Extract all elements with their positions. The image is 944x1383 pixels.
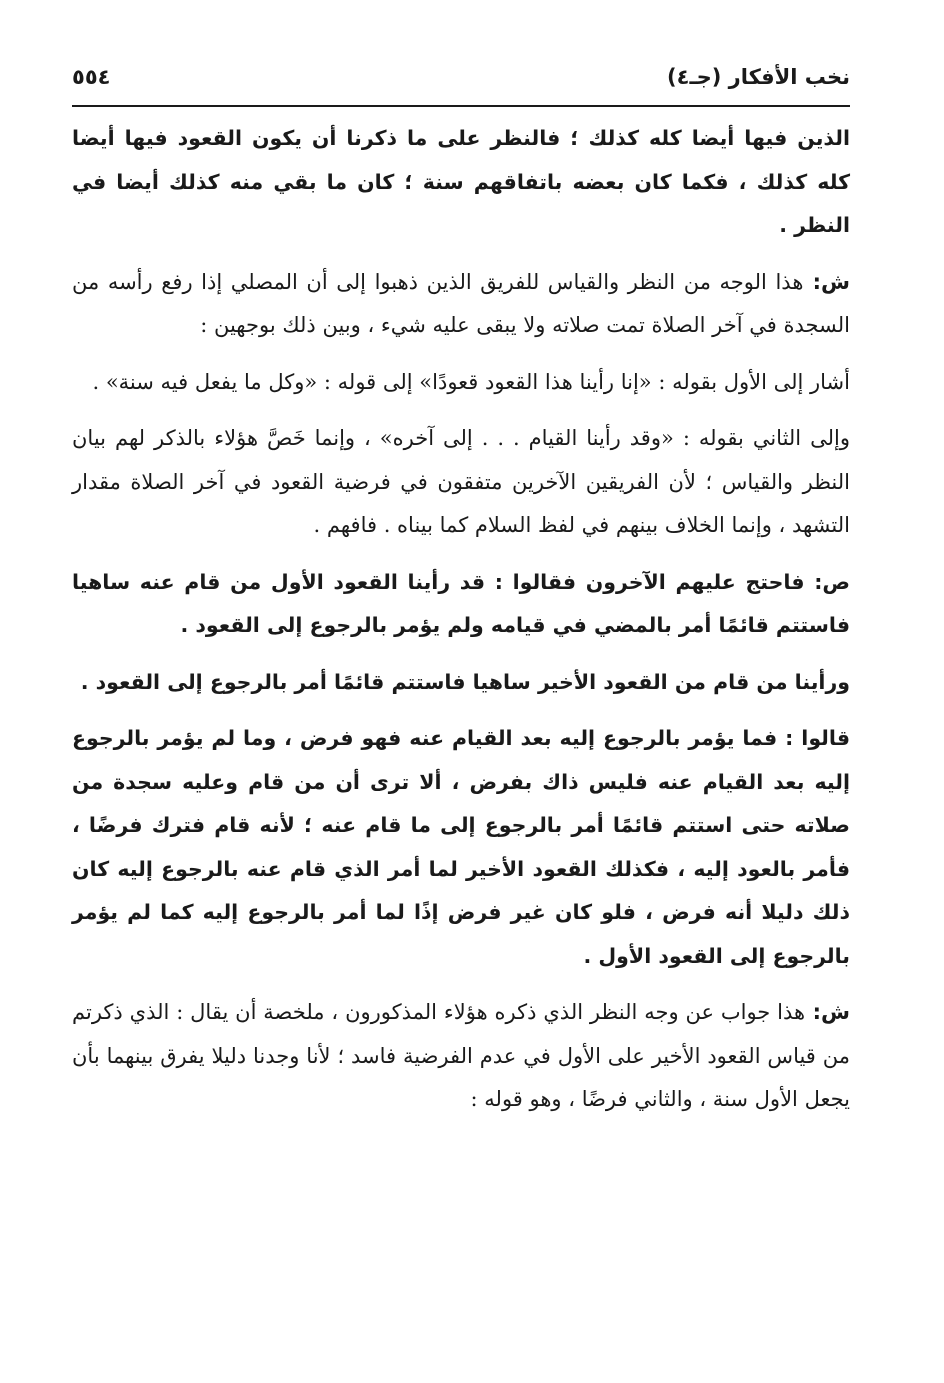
paragraph	[72, 261, 850, 348]
paragraph-text: أشار إلى الأول بقوله : «إنا رأينا هذا القعود قعودًا» إلى قوله : «وكل ما يفعل فيه سنة» .	[92, 369, 850, 394]
paragraph	[72, 117, 850, 248]
body-text	[72, 117, 850, 1122]
paragraph-text: الذين فيها أيضا كله كذلك ؛ فالنظر على ما ذكرنا أن يكون القعود فيها أيضا كله كذلك ، فكما كان بعضه باتفاقهم سنة ؛ كان ما بقي منه كذلك أيضا في النظر .	[72, 126, 850, 237]
paragraph-text: هذا جواب عن وجه النظر الذي ذكره هؤلاء المذكورون ، ملخصة أن يقال : الذي ذكرتم من قياس القعود الأخير على الأول في عدم الفرضية فاسد ؛ لأنا وجدنا دليلا يفرق بينهما بأن يجعل الأول سنة ، والثاني فرضًا ، وهو قوله :	[72, 1000, 850, 1111]
paragraph	[72, 417, 850, 548]
paragraph-marker: ش:	[803, 269, 851, 294]
paragraph	[72, 717, 850, 978]
book-title: نخب الأفكار (جـ٤)	[667, 65, 850, 89]
paragraph	[72, 361, 850, 405]
paragraph	[72, 991, 850, 1122]
running-header	[72, 55, 850, 99]
paragraph-text: هذا الوجه من النظر والقياس للفريق الذين ذهبوا إلى أن المصلي إذا رفع رأسه من السجدة في آخر الصلاة تمت صلاته ولا يبقى عليه شيء ، وبين ذلك بوجهين :	[72, 269, 850, 337]
page-number: ٥٥٤	[72, 65, 111, 89]
paragraph-marker: ص:	[804, 569, 850, 594]
paragraph	[72, 661, 850, 705]
book-page	[72, 55, 850, 1135]
header-divider	[72, 105, 850, 107]
paragraph-text: قالوا : فما يؤمر بالرجوع إليه بعد القيام عنه فهو فرض ، وما لم يؤمر بالرجوع إليه بعد القيام عنه فليس ذاك بفرض ، ألا ترى أن من قام وعليه سجدة من صلاته حتى استتم قائمًا أمر بالرجوع إلى ما قام عنه ؛ لأنه قام فترك فرضًا ، فأمر بالعود إليه ، فكذلك القعود الأخير لما أمر الذي قام عنه بالرجوع إليه كان ذلك دليلا أنه فرض ، فلو كان غير فرض إذًا لما أمر بالرجوع إليه كما لم يؤمر بالرجوع إلى القعود الأول .	[72, 726, 850, 968]
paragraph-marker: ش:	[805, 1000, 850, 1024]
paragraph	[72, 561, 850, 648]
paragraph-text: ورأينا من قام من القعود الأخير ساهيا فاستتم قائمًا أمر بالرجوع إلى القعود .	[80, 669, 850, 694]
paragraph-text: فاحتج عليهم الآخرون فقالوا : قد رأينا القعود الأول من قام عنه ساهيا فاستتم قائمًا أمر بالمضي في قيامه ولم يؤمر بالرجوع إلى القعود .	[72, 569, 850, 637]
paragraph-text: وإلى الثاني بقوله : «وقد رأينا القيام . . . إلى آخره» ، وإنما خَصَّ هؤلاء بالذكر لهم بيان النظر والقياس ؛ لأن الفريقين الآخرين متفقون في فرضية القعود في آخر الصلاة مقدار التشهد ، وإنما الخلاف بينهم في لفظ السلام كما بيناه . فافهم .	[72, 426, 850, 537]
